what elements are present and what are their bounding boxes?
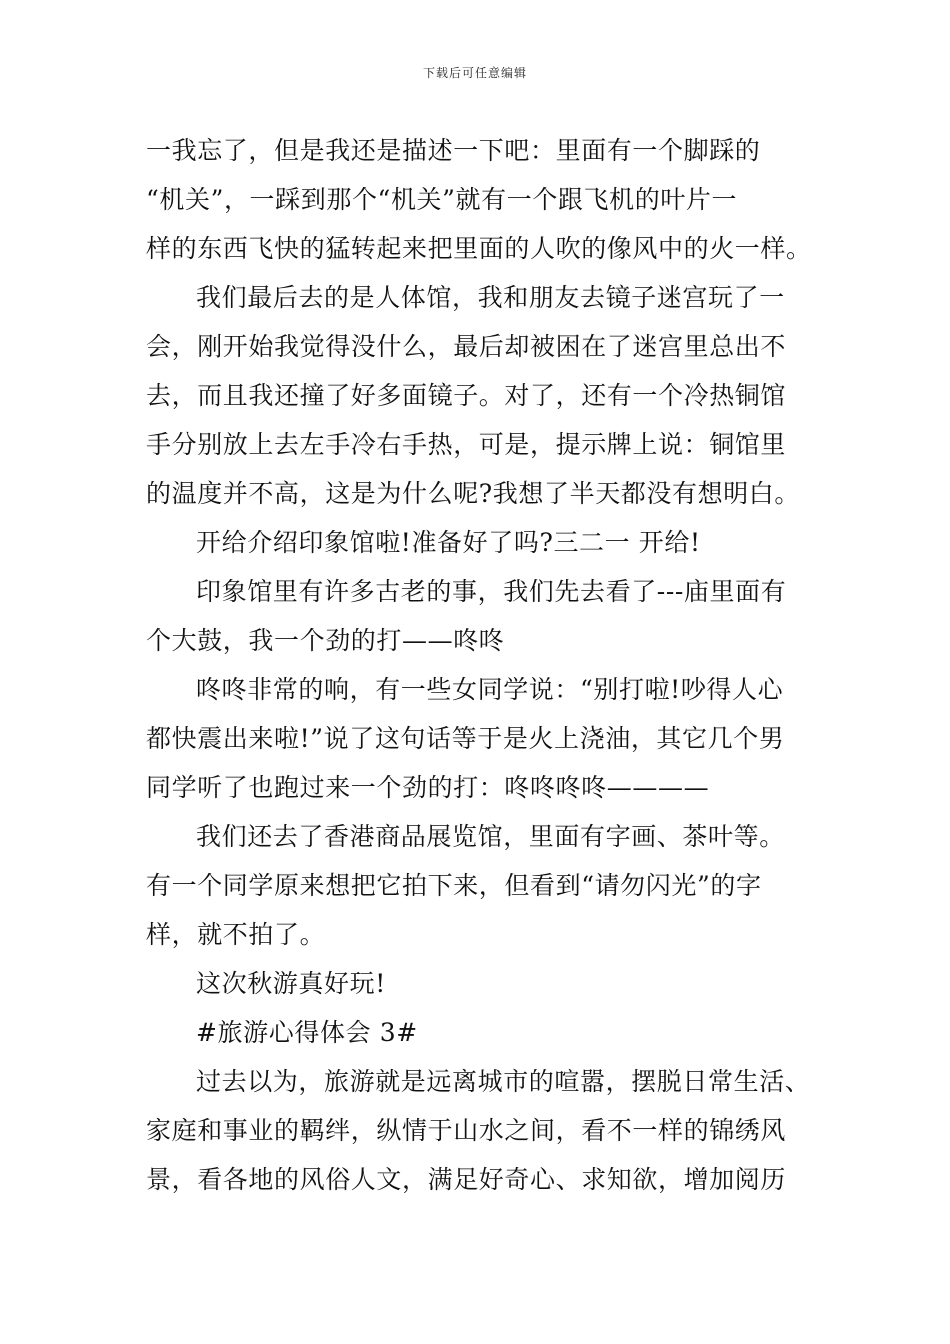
text-line: 印象馆里有许多古老的事，我们先去看了---庙里面有: [196, 577, 787, 606]
text-line: 家庭和事业的羁绊，纵情于山水之间，看不一样的锦绣风: [146, 1116, 787, 1145]
text-line: “机关”，一踩到那个“机关”就有一个跟飞机的叶片一: [146, 185, 738, 214]
text-line: 去，而且我还撞了好多面镜子。对了，还有一个冷热铜馆: [146, 381, 787, 410]
text-line: 样，就不拍了。: [146, 920, 326, 949]
text-line: 开给介绍印象馆啦!准备好了吗?三二一 开给!: [196, 528, 701, 557]
text-line: 过去以为，旅游就是远离城市的喧嚣，摆脱日常生活、: [196, 1067, 811, 1096]
section-heading: #旅游心得体会 3#: [196, 1018, 418, 1047]
document-body: [146, 126, 816, 1204]
text-line: 一我忘了，但是我还是描述一下吧：里面有一个脚踩的: [146, 136, 761, 165]
text-line: 的温度并不高，这是为什么呢?我想了半天都没有想明白。: [146, 479, 801, 508]
text-line: 样的东西飞快的猛转起来把里面的人吹的像风中的火一样。: [146, 234, 812, 263]
text-line: 我们最后去的是人体馆，我和朋友去镜子迷宫玩了一: [196, 283, 785, 312]
text-line: 我们还去了香港商品展览馆，里面有字画、茶叶等。: [196, 822, 785, 851]
text-line: 同学听了也跑过来一个劲的打：咚咚咚咚————: [146, 773, 710, 802]
text-line: 会，刚开始我觉得没什么，最后却被困在了迷宫里总出不: [146, 332, 787, 361]
text-line: 个大鼓，我一个劲的打——咚咚: [146, 626, 505, 655]
text-line: 咚咚非常的响，有一些女同学说：“别打啦!吵得人心: [196, 675, 784, 704]
text-line: 这次秋游真好玩!: [196, 969, 386, 998]
text-line: 都快震出来啦!”说了这句话等于是火上浇油，其它几个男: [146, 724, 785, 753]
text-line: 手分别放上去左手冷右手热，可是，提示牌上说：铜馆里: [146, 430, 787, 459]
page-header: 下载后可任意编辑: [422, 66, 527, 80]
text-line: 景，看各地的风俗人文，满足好奇心、求知欲，增加阅历: [146, 1165, 787, 1194]
text-line: 有一个同学原来想把它拍下来，但看到“请勿闪光”的字: [146, 871, 762, 900]
